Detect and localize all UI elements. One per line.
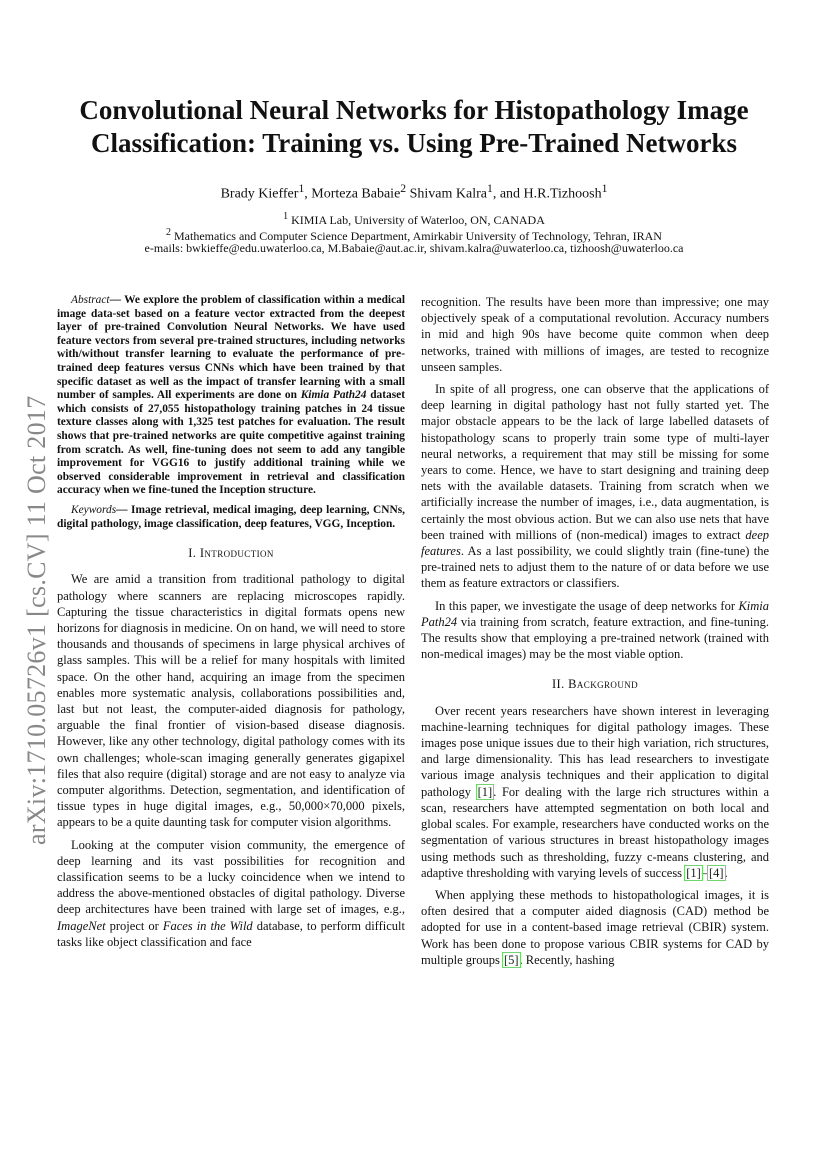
paragraph-text: project or bbox=[105, 918, 163, 933]
citation-link[interactable]: [1] bbox=[686, 865, 701, 880]
section-title: Background bbox=[568, 677, 639, 692]
author-name: Morteza Babaie bbox=[311, 186, 401, 202]
section-number: II. bbox=[551, 677, 569, 692]
paragraph-text: When applying these methods to histopathological images, it is often desired that a computer aided diagnosis (CAD) method be adopted for use in a content-based image retrieval (CBIR) system. Work has been done to propose various CBIR systems for CAD by multiple groups bbox=[421, 887, 769, 967]
paragraph-text: Over recent years researchers have shown interest in leveraging machine-learning techniques for digital pathology images. These images pose unique issues due to their high variation, rich structures, and large dimensionality. This has lead researchers to investigate various image analysis techniques and their application to digital pathology bbox=[421, 703, 769, 799]
paragraph-text: In spite of all progress, one can observe that the applications of deep learning in digital pathology hast not fully started yet. The major obstacle appears to be the lack of large labelled datasets of histopathology scans to properly train some type of multi-layer neural networks, a requirement that may still be missing for some years to come. Hence, we have to start designing and training deep nets with the available datasets. Training from scratch when we artificially increase the number of images, i.e., data augmentation, is certainly the most obvious action. But we can also use nets that have been trained with millions of (non-medical) images to extract bbox=[421, 382, 769, 542]
abstract bbox=[57, 294, 405, 498]
section-heading-introduction bbox=[57, 545, 405, 561]
arxiv-identifier: arXiv:1710.05726v1 [cs.CV] 11 Oct 2017 bbox=[22, 395, 51, 845]
intro-paragraph-continued: recognition. The results have been more than impressive; one may objectively speak of a computational revolution. Accuracy numbers in mid and high 90s have become quite common when deep networks, trained with millions of images, are tested to recognize unseen samples. bbox=[421, 295, 769, 374]
citation-link[interactable]: [5] bbox=[503, 952, 519, 967]
background-paragraph bbox=[421, 703, 769, 881]
dataset-name: ImageNet bbox=[57, 918, 106, 933]
author-separator: , bbox=[304, 186, 312, 202]
title-line-2: Classification: Training vs. Using Pre-Trained Networks bbox=[90, 128, 737, 158]
author-affiliation-mark: 1 bbox=[601, 182, 608, 195]
affiliation-text: Mathematics and Computer Science Department, Amirkabir University of Technology, Tehran, IRAN bbox=[171, 229, 662, 243]
author-name: H.R.Tizhoosh bbox=[523, 186, 602, 202]
section-number: I. bbox=[188, 546, 200, 561]
abstract-label: Abstract bbox=[71, 294, 110, 306]
section-heading-background bbox=[421, 676, 769, 692]
abstract-dash: — bbox=[109, 294, 125, 306]
intro-paragraph bbox=[421, 381, 769, 592]
intro-paragraph bbox=[57, 837, 405, 950]
affiliation-text: KIMIA Lab, University of Waterloo, ON, CANADA bbox=[288, 213, 545, 227]
author-emails: e-mails: bwkieffe@edu.uwaterloo.ca, M.Babaie@aut.ac.ir, shivam.kalra@uwaterloo.ca, tizhoosh@uwaterloo.ca bbox=[144, 241, 684, 255]
paragraph-text: . As a last possibility, we could slightly train (fine-tune) the pre-trained nets to adjust them to the nature of or data before we use them as feature extractors or classifiers. bbox=[421, 544, 769, 591]
right-column bbox=[421, 294, 769, 974]
author-name: Shivam Kalra bbox=[409, 186, 487, 202]
emphasis-text: deep features bbox=[421, 527, 769, 559]
paragraph-text: database, to perform difficult tasks like object classification and face bbox=[57, 918, 405, 949]
background-paragraph bbox=[421, 887, 769, 968]
keywords-label: Keywords bbox=[71, 503, 117, 516]
dataset-name: Faces in the Wild bbox=[162, 918, 253, 933]
left-column bbox=[57, 294, 405, 1028]
paragraph-text: . bbox=[724, 865, 728, 880]
author-list bbox=[40, 180, 788, 204]
paragraph-text: . For dealing with the large rich structures within a scan, researchers have attempted segmentation on both local and global scales. For example, researchers have conducted works on the segmentation of various structures in breast histopathology images using methods such as thresholding, fuzzy c-means clustering, and adaptive thresholding with varying levels of success bbox=[421, 784, 769, 880]
title-line-1: Convolutional Neural Networks for Histopathology Image bbox=[79, 95, 749, 125]
paragraph-text: Looking at the computer vision community, the emergence of deep learning and its vast possibilities for recognition and classification seems to be a lucky coincidence when we intend to address the above-mentioned obstacles of digital pathology. Diverse deep architectures have been trained with large set of images, e.g., bbox=[57, 837, 405, 917]
citation-range-dash: – bbox=[701, 865, 709, 880]
paper-title bbox=[40, 94, 788, 160]
author-affiliation-mark: 1 bbox=[298, 182, 305, 195]
section-title: Introduction bbox=[199, 546, 274, 561]
intro-paragraph bbox=[421, 598, 769, 663]
citation-link[interactable]: [1] bbox=[477, 784, 493, 799]
paragraph-text: via training from scratch, feature extraction, and fine-tuning. The results show that employing a pre-trained network (trained with non-medical images) may be the most viable option. bbox=[421, 614, 769, 662]
affiliation-mark: 1 bbox=[283, 211, 289, 222]
abstract-text: We explore the problem of classification within a medical image data-set based on a feature vector extracted from the deepest layer of pre-trained Convolution Neural Networks. We have used feature vectors from several pre-trained structures, including networks with/without transfer learning to evaluate the performance of pre-trained deep features versus CNNs which have been trained by that specific dataset as well as the impact of transfer learning with a small number of samples. All experiments are done on bbox=[57, 294, 405, 402]
author-name: Brady Kieffer bbox=[220, 186, 299, 202]
author-affiliation-mark: 2 bbox=[400, 182, 407, 195]
keywords bbox=[57, 504, 405, 531]
dataset-name: Kimia Path24 bbox=[300, 389, 367, 402]
keywords-text: Image retrieval, medical imaging, deep learning, CNNs, digital pathology, image classification, deep features, VGG, Inception. bbox=[57, 503, 405, 530]
abstract-text: dataset which consists of 27,055 histopathology training patches in 24 tissue texture classes along with 1,325 test patches for evaluation. The result shows that pre-trained networks are quite competitive against training from scratch. As well, fine-tuning does not seem to add any tangible improvement for VGG16 to justify additional training while we observed considerable improvement in retrieval and classification accuracy when we fine-tuned the Inception structure. bbox=[57, 389, 405, 497]
affiliation-mark: 2 bbox=[166, 227, 171, 238]
dataset-name: Kimia Path24 bbox=[421, 598, 769, 629]
keywords-dash: — bbox=[116, 503, 132, 516]
citation-link[interactable]: [4] bbox=[709, 865, 724, 880]
paragraph-text: . Recently, hashing bbox=[519, 952, 615, 967]
paragraph-text: In this paper, we investigate the usage of deep networks for bbox=[435, 598, 739, 613]
author-affiliation-mark: 1 bbox=[486, 182, 493, 195]
author-separator: , and bbox=[492, 186, 524, 202]
intro-paragraph: We are amid a transition from traditional pathology to digital pathology where scanners are replacing microscopes rapidly. Capturing the tissue characteristics in digital formats opens new horizons for diagnosis in medicine. On on hand, we will need to store thousands and thousands of specimens in large physical archives of glass samples. This will be a relief for many hospitals with limited space. On the other hand, acquiring an image from the specimen enables more systematic analysis, collaborations possibilities and, last but not least, the computer-aided diagnosis for pathology, arguable the final frontier of vision-based disease diagnosis. However, like any other technology, digital pathology comes with its own challenges; whole-scan imaging generally generates gigapixel files that also require (digital) storage and are not easy to analyze via computer algorithms. Detection, segmentation, and identification of tissue types in huge digital images, e.g., 50,000×70,000 pixels, appears to be a quite daunting task for computer vision algorithms. bbox=[57, 572, 405, 830]
